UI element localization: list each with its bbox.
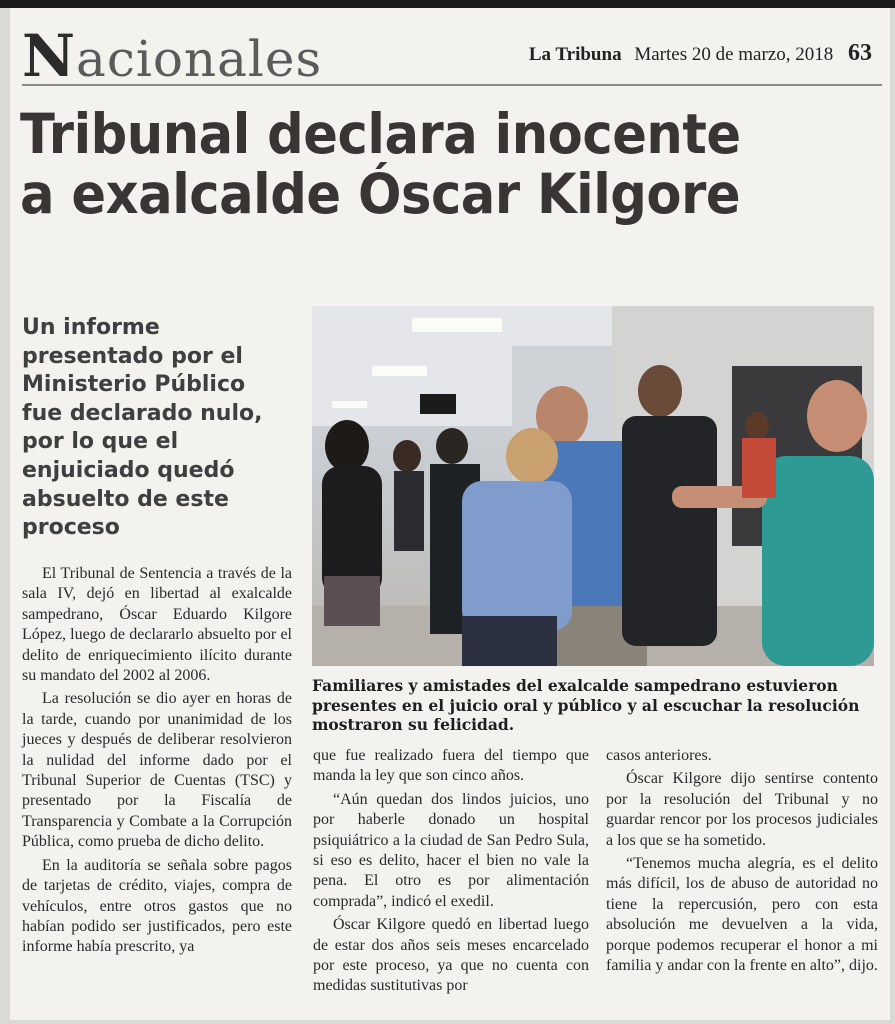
scan-top-edge — [0, 0, 895, 8]
section-rest: acionales — [76, 30, 323, 88]
paragraph: Óscar Kilgore dijo sentirse contento por la resolución del Tribunal y no guardar rencor por los procesos judiciales a los que se ha sometido. — [606, 770, 878, 849]
paragraph: La resolución se dio ayer en horas de la tarde, cuando por unanimidad de los jueces y después de deliberar resolvieron la nulidad del informe dado por el Tribunal Superior de Cuentas (TSC) y presentado por la Fiscalía de Transparencia y Combate a la Corrupción Pública, como prueba de dicho delito. — [22, 690, 292, 851]
header-meta — [529, 40, 872, 67]
issue-date: Martes 20 de marzo, 2018 — [634, 44, 834, 65]
section-initial: N — [22, 22, 77, 90]
paragraph: Óscar Kilgore quedó en libertad luego de estar dos años seis meses encarcelado por este proceso, ya que no cuenta con medidas sustitutivas por — [313, 916, 589, 995]
paragraph: El Tribunal de Sentencia a través de la sala IV, dejó en libertad al exalcalde sampedrano, Óscar Eduardo Kilgore López, luego de declararlo absuelto por el delito de enriquecimiento ilícito durante su mandato del 2002 al 2006. — [22, 565, 292, 685]
paragraph: En la auditoría se señala sobre pagos de tarjetas de crédito, viajes, compra de vehículos, entre otros gastos que no habían podido ser justificados, pero este informe había prescrito, ya — [22, 856, 292, 956]
article-column-3 — [606, 746, 878, 979]
headline-line-1: Tribunal declara inocente — [20, 102, 741, 166]
paragraph: “Aún quedan dos lindos juicios, uno por haberle donado un hospital psiquiátrico a la ciudad de San Pedro Sula, si eso es delito, hacer el bien no vale la pena. El otro es por alimentación comprada”, indicó el exedil. — [313, 790, 589, 910]
paragraph: “Tenemos mucha alegría, es el delito más difícil, los de abuso de autoridad no tiene la repercusión, pero con esta absolución me devuelven a la vida, porque podemos recuperar el honor a mi familia y andar con la frente en alto”, dijo. — [606, 855, 878, 975]
paragraph: casos anteriores. — [606, 747, 712, 764]
newspaper-page — [10, 8, 890, 1020]
news-photo — [312, 306, 874, 666]
headline-line-2: a exalcalde Óscar Kilgore — [20, 162, 741, 226]
photo-caption: Familiares y amistades del exalcalde sampedrano estuvieron presentes en el juicio oral y público y al escuchar la resolución mostraron su felicidad. — [312, 676, 860, 734]
deck-summary: Un informe presentado por el Ministerio Público fue declarado nulo, por lo que el enjuiciado quedó absuelto de este proceso — [22, 315, 263, 541]
article-column-1 — [22, 564, 292, 961]
article-column-2 — [313, 746, 589, 1000]
section-title — [22, 22, 322, 90]
newspaper-name: La Tribuna — [528, 44, 622, 65]
photo-image — [312, 306, 874, 666]
page-header — [22, 18, 882, 90]
paragraph: que fue realizado fuera del tiempo que manda la ley que son cinco años. — [313, 747, 589, 785]
headline — [20, 104, 820, 224]
page-number: 63 — [848, 40, 872, 66]
